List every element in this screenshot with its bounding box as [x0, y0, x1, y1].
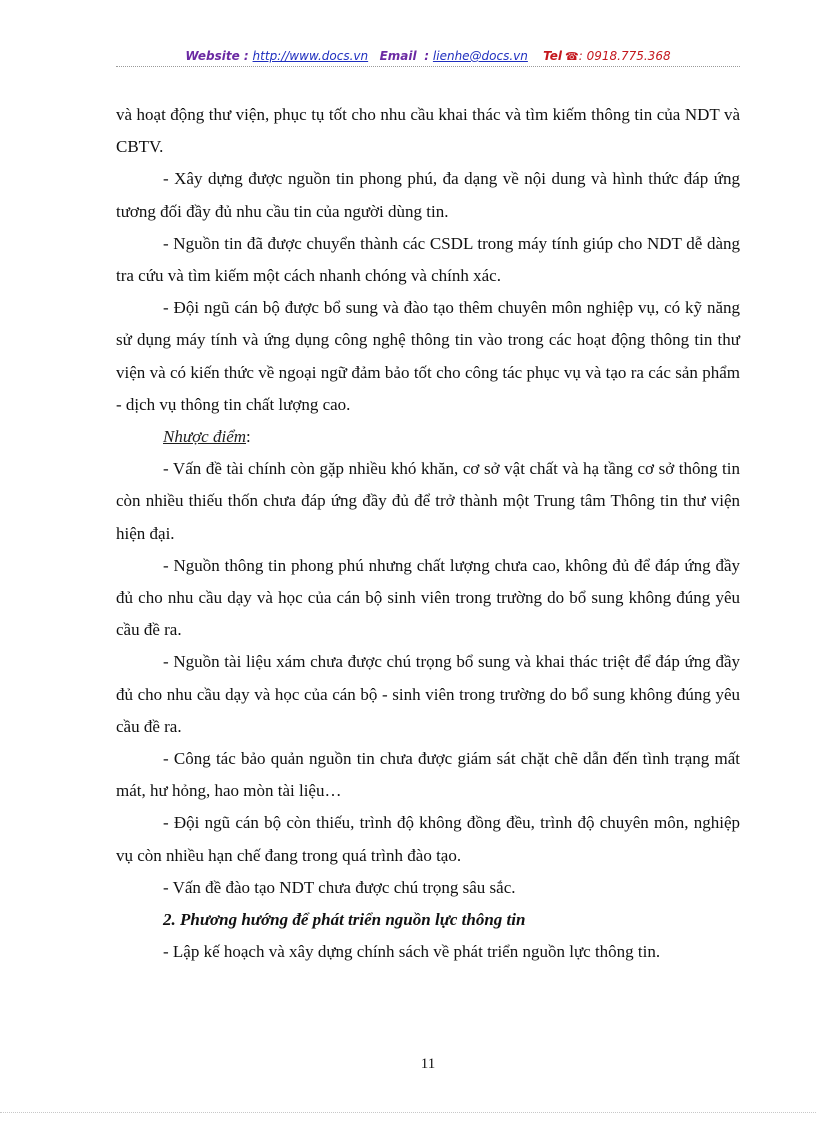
phone-number: : 0918.775.368: [578, 49, 671, 63]
paragraph-weakness-4: - Công tác bảo quản nguồn tin chưa được giám sát chặt chẽ dẫn đến tình trạng mất mát, hư hỏng, hao mòn tài liệu…: [116, 749, 740, 801]
paragraph-continuation: và hoạt động thư viện, phục tụ tốt cho nhu cầu khai thác và tìm kiếm thông tin của NDT và CBTV.: [116, 105, 740, 157]
website-link[interactable]: http://www.docs.vn: [252, 49, 369, 63]
paragraph-weakness-1: - Vấn đề tài chính còn gặp nhiều khó khăn, cơ sở vật chất và hạ tầng cơ sở thông tin còn nhiều thiếu thốn chưa đáp ứng đầy đủ để trở thành một Trung tâm Thông tin thư viện hiện đại.: [116, 459, 740, 543]
page-number: 11: [420, 1056, 436, 1072]
tel-label: Tel: [543, 49, 563, 63]
weakness-heading: [116, 421, 740, 453]
paragraph-strength-2: - Nguồn tin đã được chuyển thành các CSDL trong máy tính giúp cho NDT dễ dàng tra cứu và tìm kiếm một cách nhanh chóng và chính xác.: [116, 233, 740, 286]
email-link[interactable]: lienhe@docs.vn: [432, 49, 528, 63]
header-divider: [116, 66, 740, 67]
weakness-colon: :: [246, 427, 251, 447]
paragraph-weakness-5: - Đội ngũ cán bộ còn thiếu, trình độ không đồng đều, trình độ chuyên môn, nghiệp vụ còn nhiều hạn chế đang trong quá trình đào tạo.: [116, 813, 740, 865]
phone-icon: ☎: [565, 50, 579, 63]
paragraph-weakness-6: - Vấn đề đào tạo NDT chưa được chú trọng sâu sắc.: [163, 877, 516, 897]
footer-divider: [0, 1112, 816, 1113]
paragraph-plan-1: - Lập kế hoạch và xây dựng chính sách về phát triển nguồn lực thông tin.: [163, 942, 661, 962]
website-label: Website :: [185, 49, 249, 63]
section-heading: 2. Phương hướng để phát triển nguồn lực thông tin: [163, 910, 526, 930]
document-body: [116, 99, 740, 968]
email-separator: :: [424, 49, 430, 63]
weakness-label: Nhược điểm: [163, 427, 247, 447]
email-label: Email: [379, 49, 417, 63]
page-header: [116, 47, 740, 66]
paragraph-strength-3: - Đội ngũ cán bộ được bổ sung và đào tạo thêm chuyên môn nghiệp vụ, có kỹ năng sử dụng máy tính và ứng dụng công nghệ thông tin vào trong các hoạt động thông tin thư viện và có kiến thức về ngoại ngữ đảm bảo tốt cho công tác phục vụ và tạo ra các sản phẩm - dịch vụ thông tin chất lượng cao.: [116, 298, 740, 414]
paragraph-strength-1: - Xây dựng được nguồn tin phong phú, đa dạng về nội dung và hình thức đáp ứng tương đối đầy đủ nhu cầu tin của người dùng tin.: [116, 169, 740, 221]
paragraph-weakness-3: - Nguồn tài liệu xám chưa được chú trọng bổ sung và khai thác triệt để đáp ứng đầy đủ cho nhu cầu dạy và học của cán bộ - sinh viên trong trường do bổ sung không đúng yêu cầu đề ra.: [116, 652, 740, 736]
paragraph-weakness-2: - Nguồn thông tin phong phú nhưng chất lượng chưa cao, không đủ để đáp ứng đầy đủ cho nhu cầu dạy và học của cán bộ sinh viên trong trường do bổ sung không đúng yêu cầu đề ra.: [116, 555, 740, 640]
